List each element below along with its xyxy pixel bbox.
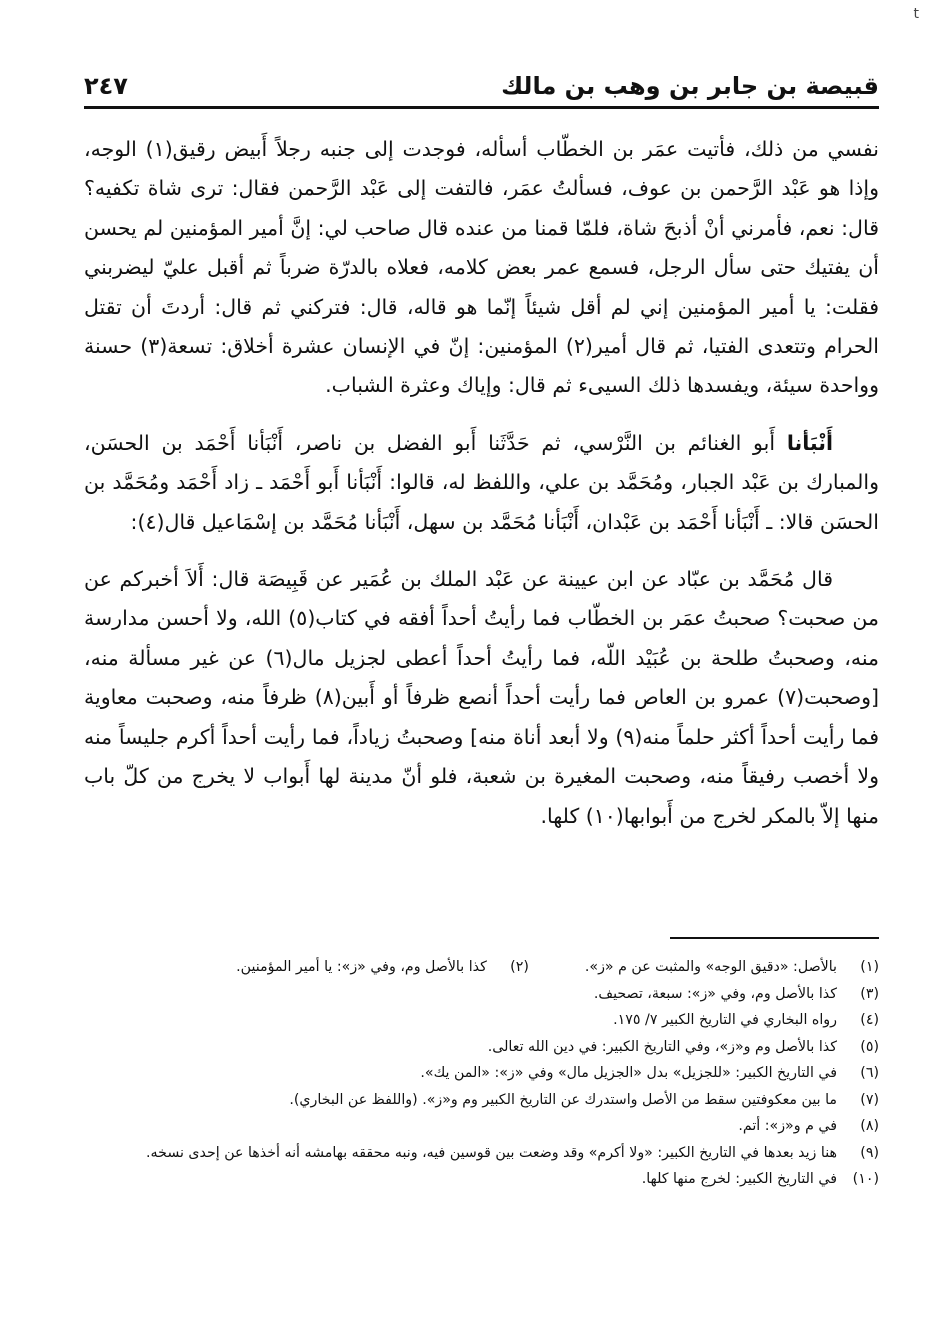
main-text bbox=[84, 130, 879, 836]
footnote-item bbox=[236, 954, 529, 981]
footnote-item bbox=[84, 1087, 879, 1114]
page-number: ٢٤٧ bbox=[84, 72, 128, 100]
footnote-item bbox=[585, 954, 879, 981]
paragraph-narration: قال مُحَمَّد بن عبّاد عن ابن عيينة عن عَبْد الملك بن عُمَير عن قَبِيصَة قال: أَلاَ أخبركم عن من صحبت؟ صحبتُ عمَر بن الخطّاب فما رأيتُ أحداً أفقه في كتاب(٥) الله، ولا أحسن مدارسة منه، وصحبتُ طلحة بن عُبَيْد اللّه، فما رأيتُ أحداً أعطى لجزيل مال(٦) عن غير مسألة منه، [وصحبت(٧) عمرو بن العاص فما رأيت أحداً أنصع ظرفاً أو أَبين(٨) ظرفاً منه، وصحبت معاوية فما رأيت أحداً أكثر حلماً منه(٩) ولا أبعد أناة منه] وصحبتُ زياداً، فما رأيت أحداً أكرم جليساً منه ولا أخصب رفيقاً منه، وصحبت المغيرة بن شعبة، فلو أنّ مدينة لها أَبواب لا يخرج من كلّ باب منها إلاّ بالمكر لخرج من أَبوابها(١٠) كلها. bbox=[84, 567, 880, 828]
running-title: قبيصة بن جابر بن وهب بن مالك bbox=[501, 72, 879, 100]
footnote-text: هنا زيد بعدها في التاريخ الكبير: «ولا أكرم» وقد وضعت بين قوسين فيه، ونبه محققه بهامشه أنه أخذها عن إحدى نسخه. bbox=[146, 1144, 837, 1161]
footnote-number: (٨) bbox=[860, 1118, 879, 1134]
footnote-text: في التاريخ الكبير: «للجزيل» بدل «الجزيل مال» وفي «ز»: «المن يك». bbox=[420, 1065, 837, 1081]
footnote-number: (٢) bbox=[510, 959, 529, 975]
footnote-number: (٩) bbox=[860, 1144, 879, 1161]
footnote-rule bbox=[670, 937, 879, 939]
footnote-text: ما بين معكوفتين سقط من الأصل واستدرك عن التاريخ الكبير وم و«ز». (واللفظ عن البخاري). bbox=[289, 1091, 837, 1108]
footnote-item bbox=[84, 981, 879, 1008]
paragraph-isnad bbox=[84, 424, 879, 542]
footnote-text: بالأصل: «دقيق الوجه» والمثبت عن م «ز». bbox=[584, 959, 837, 975]
footnote-text: كذا بالأصل وم، وفي «ز»: يا أمير المؤمنين. bbox=[236, 959, 487, 975]
footnote-text: في م و«ز»: أتم. bbox=[738, 1118, 837, 1134]
footnote-number: (٤) bbox=[860, 1012, 879, 1028]
footnote-item bbox=[84, 1113, 879, 1140]
footnote-number: (٥) bbox=[860, 1038, 879, 1055]
footnote-text: في التاريخ الكبير: لخرج منها كلها. bbox=[641, 1171, 837, 1187]
footnote-number: (٧) bbox=[860, 1091, 879, 1108]
footnotes bbox=[84, 954, 879, 1193]
footnote-number: (٦) bbox=[860, 1065, 879, 1081]
footnote-item bbox=[84, 1034, 879, 1061]
footnote-text: رواه البخاري في التاريخ الكبير ٧/ ١٧٥. bbox=[613, 1012, 837, 1028]
footnote-number: (١) bbox=[860, 959, 879, 975]
footnote-number: (١٠) bbox=[852, 1171, 879, 1187]
footnote-text: كذا بالأصل وم، وفي «ز»: سبعة، تصحيف. bbox=[593, 985, 837, 1002]
footnote-row bbox=[84, 954, 879, 981]
page-header bbox=[84, 60, 879, 100]
footnote-item bbox=[84, 1140, 879, 1167]
footnote-item bbox=[84, 1007, 879, 1034]
footnote-item bbox=[84, 1166, 879, 1193]
footnote-number: (٣) bbox=[860, 985, 879, 1002]
footnote-text: كذا بالأصل وم و«ز»، وفي التاريخ الكبير: في دين الله تعالى. bbox=[487, 1038, 837, 1055]
corner-mark: t bbox=[913, 6, 919, 22]
footnote-item bbox=[84, 1060, 879, 1087]
paragraph-isnad-text: أَبو الغنائم بن النَّرْسي، ثم حَدَّثَنا أَبو الفضل بن ناصر، أَنْبَأنا أَحْمَد بن الحسَن، والمبارك بن عَبْد الجبار، ومُحَمَّد بن علي، واللفظ له، قالوا: أَنْبَأنا أَبو أَحْمَد ـ زاد أَحْمَد ومُحَمَّد بن الحسَن قالا: ـ أَنْبَأنا أَحْمَد بن عَبْدان، أَنْبَأنا مُحَمَّد بن سهل، أَنْبَأنا مُحَمَّد بن إسْمَاعيل قال(٤): bbox=[84, 430, 879, 534]
paragraph-lead-word: أَنْبَأنا bbox=[786, 430, 833, 455]
paragraph-continuation: نفسي من ذلك، فأتيت عمَر بن الخطّاب أسأله، فوجدت إلى جنبه رجلاً أَبيض رقيق(١) الوجه، وإذا هو عَبْد الرَّحمن بن عوف، فسألتُ عمَر، فالتفت إلى عَبْد الرَّحمن فقال: ترى شاة تكفيه؟ قال: نعم، فأمرني أنْ أذبحَ شاة، فلمّا قمنا من عنده قال صاحب لي: إنَّ أمير المؤمنين لم يحسن أن يفتيك حتى سأل الرجل، فسمع عمر بعض كلامه، فعلاه بالدرّة ضرباً ثم أقبل عليّ ليضربني فقلت: يا أمير المؤمنين إني لم أقل شيئاً إنّما هو قاله، قال: فتركني ثم قال: أردتَ أن تقتل الحرام وتتعدى الفتيا، ثم قال أمير(٢) المؤمنين: إنّ في الإنسان عشرة أخلاق: تسعة(٣) حسنة وواحدة سيئة، ويفسدها ذلك السيىء ثم قال: وإياك وعثرة الشباب. bbox=[84, 137, 880, 398]
header-rule bbox=[84, 106, 879, 109]
